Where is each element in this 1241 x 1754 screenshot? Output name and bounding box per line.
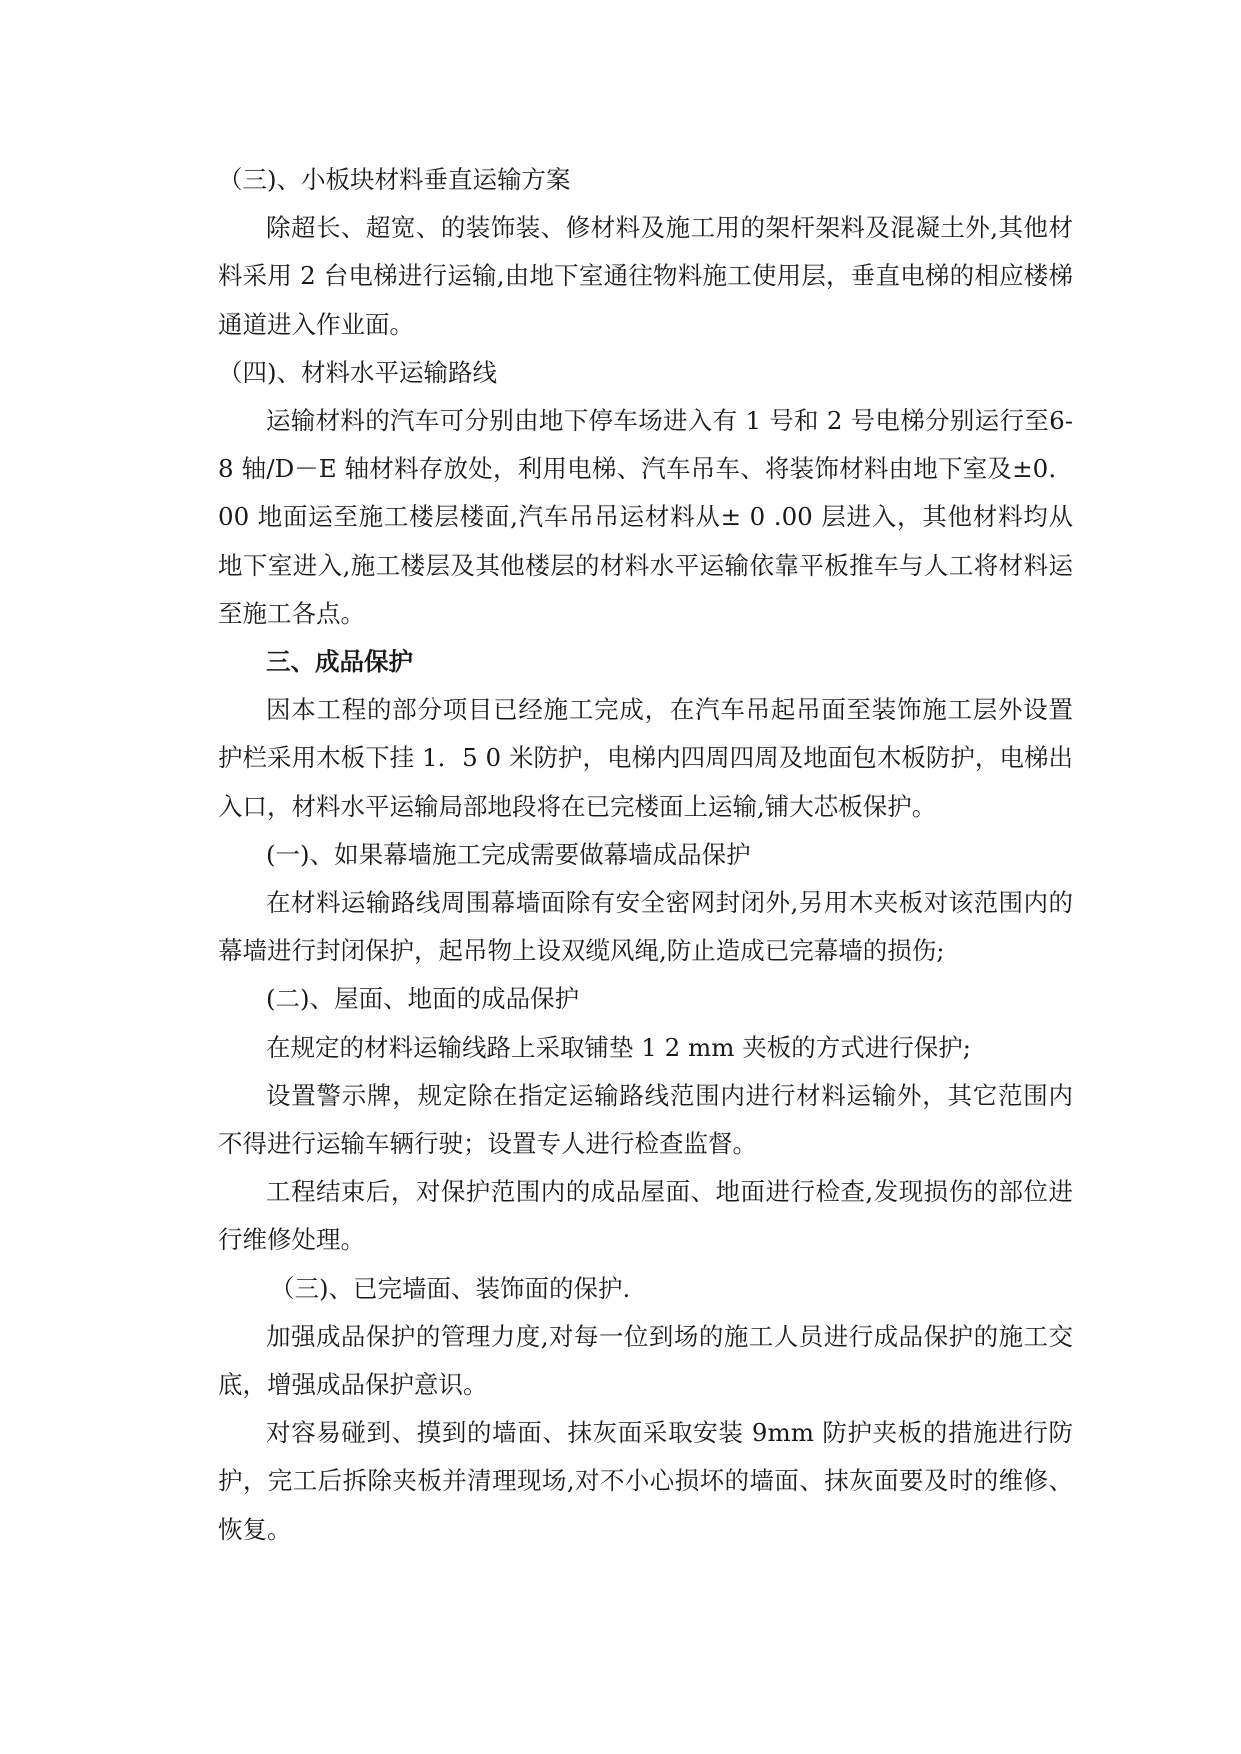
section-heading-horizontal-route: （四)、材料水平运输路线	[218, 357, 498, 387]
section-heading-wall-decor: （三)、已完墙面、装饰面的保护.	[270, 1273, 631, 1303]
paragraph-protection-intro: 因本工程的部分项目已经施工完成，在汽车吊起吊面至装饰施工层外设置护栏采用木板下挂 1．5 0 米防护，电梯内四周四周及地面包木板防护，电梯出入口，材料水平运输局部地段将在已完楼面上运输,铺大芯板保护。	[218, 695, 1073, 821]
paragraph-horizontal-route: 运输材料的汽车可分别由地下停车场进入有 1 号和 2 号电梯分别运行至6-8 轴/D－E 轴材料存放处，利用电梯、汽车吊车、将装饰材料由地下室及±0．00 地面运至施工楼层楼面,汽车吊吊运材料从± 0 .00 层进入，其他材料均从地下室进入,施工楼层及其他楼层的材料水平运输依靠平板推车与人工将材料运至施工各点。	[218, 406, 1073, 628]
paragraph-warning-signs: 设置警示牌，规定除在指定运输路线范围内进行材料运输外，其它范围内不得进行运输车辆行驶；设置专人进行检查监督。	[218, 1080, 1073, 1159]
section-heading-curtain-wall: (一)、如果幕墙施工完成需要做幕墙成品保护	[266, 839, 751, 869]
paragraph-plywood-route: 在规定的材料运输线路上采取铺垫 1 2 mm 夹板的方式进行保护;	[266, 1032, 972, 1062]
paragraph-plywood-9mm: 对容易碰到、摸到的墙面、抹灰面采取安装 9mm 防护夹板的措施进行防护，完工后拆除夹板并清理现场,对不小心损坏的墙面、抹灰面要及时的维修、恢复。	[218, 1418, 1073, 1544]
paragraph-curtain-wall: 在材料运输路线周围幕墙面除有安全密网封闭外,另用木夹板对该范围内的幕墙进行封闭保护，起吊物上设双缆风绳,防止造成已完幕墙的损伤;	[218, 888, 1073, 966]
paragraph-elevator-transport: 除超长、超宽、的装饰装、修材料及施工用的架杆架料及混凝土外,其他材料采用 2 台电梯进行运输,由地下室通往物料施工使用层，垂直电梯的相应楼梯通道进入作业面。	[218, 213, 1073, 339]
document-body	[218, 156, 1073, 1554]
section-heading-product-protection: 三、成品保护	[266, 647, 413, 677]
paragraph-management: 加强成品保护的管理力度,对每一位到场的施工人员进行成品保护的施工交底，增强成品保护意识。	[218, 1321, 1073, 1400]
section-heading-roof-ground: (二)、屋面、地面的成品保护	[266, 984, 580, 1014]
paragraph-after-completion: 工程结束后，对保护范围内的成品屋面、地面进行检查,发现损伤的部位进行维修处理。	[218, 1177, 1073, 1255]
section-heading-small-panel-vertical-transport: （三)、小板块材料垂直运输方案	[218, 165, 571, 194]
